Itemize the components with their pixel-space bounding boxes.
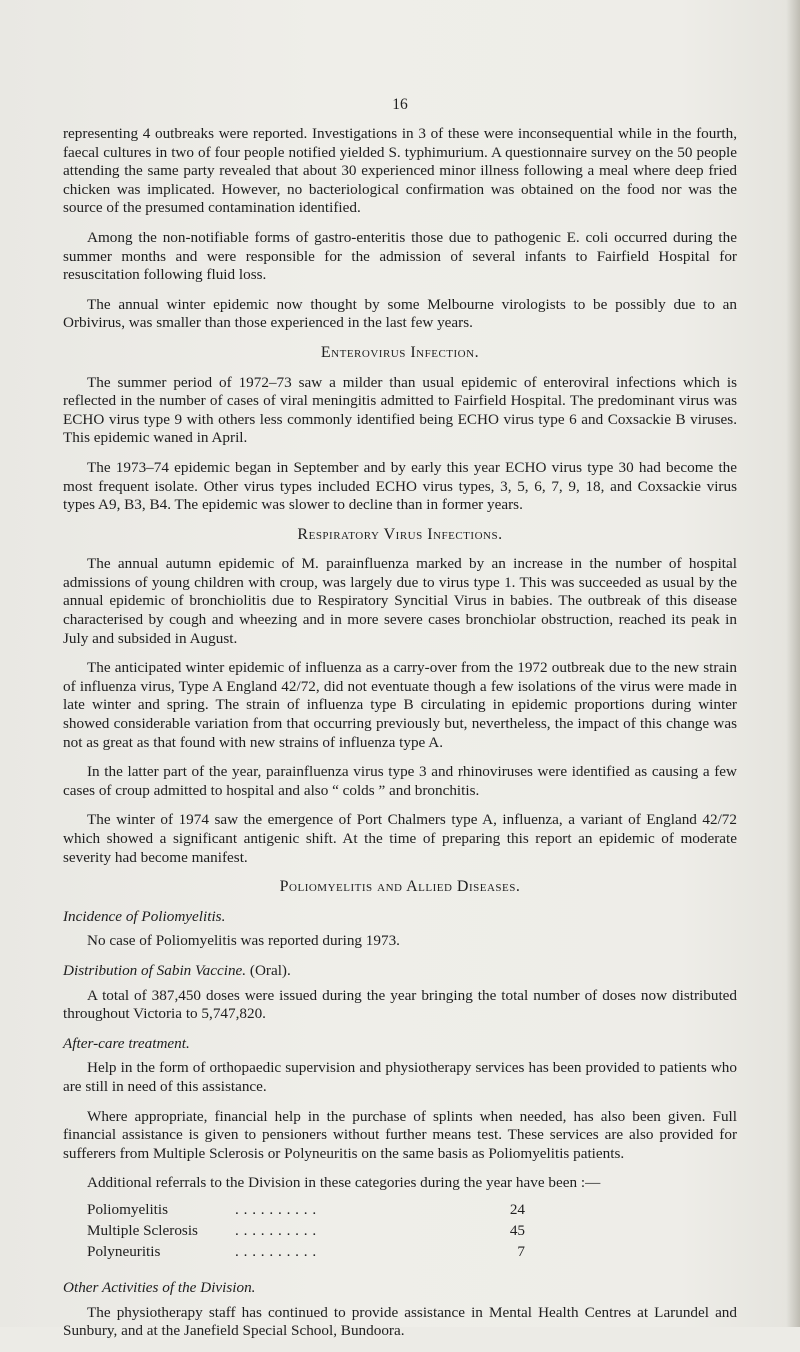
- subheading-distribution-title: Distribution of Sabin Vaccine.: [63, 961, 247, 979]
- subheading-aftercare: After-care treatment.: [63, 1034, 190, 1052]
- table-row: [87, 1200, 525, 1221]
- referrals-table: [87, 1200, 525, 1263]
- table-row: [87, 1221, 525, 1242]
- referral-label: Poliomyelitis: [87, 1201, 169, 1219]
- leader-dots: . . . . . . . . . .: [235, 1201, 317, 1219]
- paragraph-ecoli: Among the non-notifiable forms of gastro-enteritis those due to pathogenic E. coli occurred during the summer months and were responsible for the admission of several infants to Fairfield Hospital for resuscitation following fluid loss.: [63, 228, 737, 284]
- leader-dots: . . . . . . . . . .: [235, 1222, 317, 1240]
- paragraph-respiratory-3: In the latter part of the year, parainfluenza virus type 3 and rhinoviruses were identified as causing a few cases of croup admitted to hospital and also “ colds ” and bronchitis.: [63, 763, 737, 799]
- subheading-incidence: Incidence of Poliomyelitis.: [63, 907, 226, 925]
- subheading-distribution-suffix: (Oral).: [249, 961, 291, 979]
- paragraph-respiratory-1: The annual autumn epidemic of M. parainfluenza marked by an increase in the number of hospital admissions of young children with croup, was largely due to virus type 1. This was succeeded as usual by the annual epidemic of bronchiolitis due to Respiratory Syncitial Virus in babies. The outbreak of this disease characterised by cough and wheezing and in more severe cases bronchiolar obstruction, reached its peak in July and subsided in August.: [63, 555, 737, 647]
- paragraph-aftercare-1: Help in the form of orthopaedic supervision and physiotherapy services has been provided to patients who are still in need of this assistance.: [63, 1059, 737, 1095]
- leader-dots: . . . . . . . . . .: [235, 1243, 317, 1261]
- subheading-distribution: [63, 962, 737, 981]
- paragraph-referrals-intro: Additional referrals to the Division in these categories during the year have been :—: [87, 1174, 601, 1192]
- paragraph-respiratory-2: The anticipated winter epidemic of influenza as a carry-over from the 1972 outbreak due to the new strain of influenza virus, Type A England 42/72, did not eventuate though a few isolations of the virus were made in late winter and spring. The strain of influenza type B circulating in epidemic proportions during winter showed considerable variation from that occurring previously but, nevertheless, the impact of this change was not as great as that found with new strains of influenza type A.: [63, 659, 737, 751]
- paragraph-aftercare-2: Where appropriate, financial help in the purchase of splints when needed, has also been given. Full financial assistance is given to pensioners without further means test. These services are also provided for sufferers from Multiple Sclerosis or Polyneuritis on the same basis as Poliomyelitis patients.: [63, 1107, 737, 1162]
- referral-label: Multiple Sclerosis: [87, 1222, 198, 1240]
- paragraph-distribution: A total of 387,450 doses were issued during the year bringing the total number of doses now distributed throughout Victoria to 5,747,820.: [63, 986, 737, 1023]
- referral-label: Polyneuritis: [87, 1243, 161, 1261]
- page-number: 16: [392, 96, 408, 113]
- page-edge-shadow: [786, 0, 800, 1327]
- subheading-other-activities: Other Activities of the Division.: [63, 1278, 256, 1296]
- paragraph-enterovirus-1: The summer period of 1972–73 saw a milder than usual epidemic of enteroviral infections which is reflected in the number of cases of viral meningitis admitted to Fairfield Hospital. The predominant virus was ECHO virus type 9 with others less commonly identified being ECHO virus type 6 and Coxsackie B viruses. This epidemic waned in April.: [63, 373, 737, 447]
- heading-enterovirus: Enterovirus Infection.: [320, 343, 480, 361]
- heading-respiratory: Respiratory Virus Infections.: [297, 525, 503, 543]
- referral-count: 7: [517, 1243, 525, 1261]
- referral-count: 45: [509, 1222, 525, 1240]
- paragraph-salmonella: representing 4 outbreaks were reported. Investigations in 3 of these were inconsequential while in the fourth, faecal cultures in two of four people notified yielded S. typhimurium. A questionnaire survey on the 50 people attending the same party revealed that about 30 experienced minor illness following a meal where deep fried chicken was implicated. However, no bacteriological confirmation was obtained on the food nor was the source of the presumed contamination identified.: [63, 125, 737, 217]
- referral-count: 24: [509, 1201, 525, 1219]
- table-row: [87, 1242, 525, 1263]
- paragraph-incidence: No case of Poliomyelitis was reported during 1973.: [87, 932, 400, 950]
- page-body: [63, 125, 737, 1352]
- paragraph-other-activities: The physiotherapy staff has continued to provide assistance in Mental Health Centres at Larundel and Sunbury, and at the Janefield Special School, Bundoora.: [63, 1303, 737, 1340]
- heading-poliomyelitis: Poliomyelitis and Allied Diseases.: [279, 878, 521, 896]
- paragraph-orbivirus: The annual winter epidemic now thought by some Melbourne virologists to be possibly due to an Orbivirus, was smaller than those experienced in the last few years.: [63, 295, 737, 332]
- paragraph-enterovirus-2: The 1973–74 epidemic began in September and by early this year ECHO virus type 30 had become the most frequent isolate. Other virus types included ECHO virus types, 3, 5, 6, 7, 9, 18, and Coxsackie virus types A9, B3, B4. The epidemic was slower to decline than in former years.: [63, 458, 737, 514]
- paragraph-respiratory-4: The winter of 1974 saw the emergence of Port Chalmers type A, influenza, a variant of England 42/72 which showed a significant antigenic shift. At the time of preparing this report an epidemic of moderate severity had become manifest.: [63, 811, 737, 866]
